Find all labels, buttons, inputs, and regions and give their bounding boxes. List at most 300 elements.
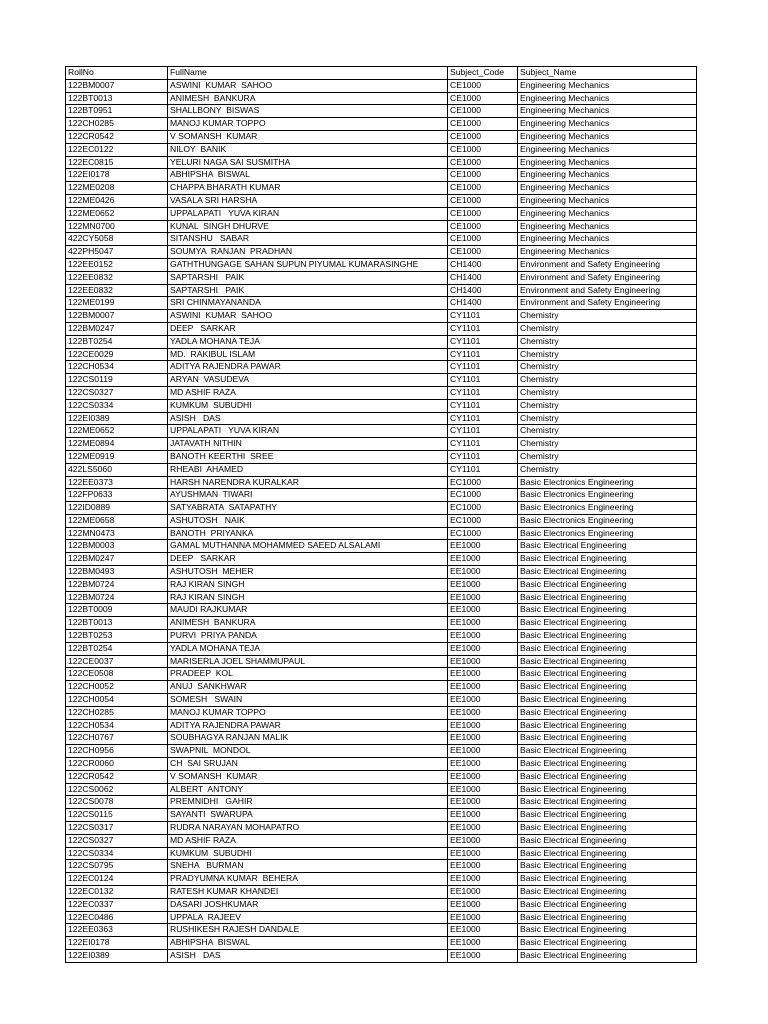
- cell-rollno: 122BT0254: [66, 642, 168, 655]
- cell-fullname: SOUMYA RANJAN PRADHAN: [168, 246, 448, 259]
- cell-subject-name: Basic Electronics Engineering: [518, 527, 697, 540]
- table-row: [66, 937, 697, 950]
- cell-fullname: DEEP SARKAR: [168, 553, 448, 566]
- table-row: [66, 322, 697, 335]
- cell-fullname: MANOJ KUMAR TOPPO: [168, 706, 448, 719]
- cell-rollno: 122EI0389: [66, 949, 168, 962]
- table-row: [66, 374, 697, 387]
- cell-subject-name: Engineering Mechanics: [518, 92, 697, 105]
- cell-subject-name: Basic Electrical Engineering: [518, 949, 697, 962]
- table-row: [66, 566, 697, 579]
- cell-subject-name: Chemistry: [518, 335, 697, 348]
- cell-rollno: 122EI0389: [66, 412, 168, 425]
- cell-subject-name: Basic Electrical Engineering: [518, 553, 697, 566]
- cell-subject-code: EE1000: [448, 578, 518, 591]
- table-row: [66, 834, 697, 847]
- cell-subject-name: Basic Electrical Engineering: [518, 630, 697, 643]
- cell-rollno: 122EE0363: [66, 924, 168, 937]
- cell-fullname: ASWINI KUMAR SAHOO: [168, 310, 448, 323]
- cell-rollno: 122CS0078: [66, 796, 168, 809]
- cell-fullname: MANOJ KUMAR TOPPO: [168, 118, 448, 131]
- cell-fullname: GATHTHUNGAGE SAHAN SUPUN PIYUMAL KUMARASINGHE: [168, 258, 448, 271]
- cell-subject-code: EC1000: [448, 489, 518, 502]
- cell-subject-code: CY1101: [448, 310, 518, 323]
- cell-subject-code: EC1000: [448, 502, 518, 515]
- cell-subject-name: Basic Electrical Engineering: [518, 758, 697, 771]
- cell-fullname: ADITYA RAJENDRA PAWAR: [168, 361, 448, 374]
- cell-fullname: BANOTH KEERTHI SREE: [168, 450, 448, 463]
- cell-rollno: 122BM0247: [66, 553, 168, 566]
- table-row: [66, 361, 697, 374]
- registration-table: [65, 66, 697, 963]
- cell-rollno: 122CS0334: [66, 399, 168, 412]
- table-row: [66, 463, 697, 476]
- cell-rollno: 122MN0700: [66, 220, 168, 233]
- cell-fullname: SITANSHU SABAR: [168, 233, 448, 246]
- cell-rollno: 122BT0253: [66, 630, 168, 643]
- cell-subject-code: EE1000: [448, 617, 518, 630]
- cell-fullname: PRADEEP KOL: [168, 668, 448, 681]
- cell-subject-code: CE1000: [448, 92, 518, 105]
- table-row: [66, 719, 697, 732]
- cell-subject-code: CE1000: [448, 246, 518, 259]
- cell-fullname: RATESH KUMAR KHANDEI: [168, 886, 448, 899]
- cell-rollno: 122MN0473: [66, 527, 168, 540]
- cell-fullname: AYUSHMAN TIWARI: [168, 489, 448, 502]
- cell-subject-code: EE1000: [448, 732, 518, 745]
- cell-fullname: SNEHA BURMAN: [168, 860, 448, 873]
- cell-fullname: ASISH DAS: [168, 949, 448, 962]
- cell-subject-code: CH1400: [448, 258, 518, 271]
- cell-rollno: 122BM0003: [66, 540, 168, 553]
- cell-subject-code: EE1000: [448, 745, 518, 758]
- cell-fullname: RHEABI AHAMED: [168, 463, 448, 476]
- cell-subject-code: CE1000: [448, 194, 518, 207]
- cell-subject-name: Basic Electrical Engineering: [518, 578, 697, 591]
- cell-fullname: ABHIPSHA BISWAL: [168, 937, 448, 950]
- cell-rollno: 122BM0007: [66, 310, 168, 323]
- cell-subject-code: EE1000: [448, 694, 518, 707]
- cell-subject-code: CE1000: [448, 169, 518, 182]
- cell-subject-name: Basic Electronics Engineering: [518, 514, 697, 527]
- table-row: [66, 271, 697, 284]
- cell-subject-name: Chemistry: [518, 450, 697, 463]
- cell-rollno: 122CH0285: [66, 706, 168, 719]
- cell-fullname: ASWINI KUMAR SAHOO: [168, 79, 448, 92]
- table-row: [66, 143, 697, 156]
- cell-rollno: 122BT0013: [66, 92, 168, 105]
- cell-subject-code: CE1000: [448, 207, 518, 220]
- cell-subject-name: Basic Electrical Engineering: [518, 886, 697, 899]
- cell-rollno: 122CE0037: [66, 655, 168, 668]
- cell-fullname: RAJ KIRAN SINGH: [168, 591, 448, 604]
- cell-subject-name: Basic Electrical Engineering: [518, 873, 697, 886]
- cell-rollno: 122EI0178: [66, 169, 168, 182]
- cell-rollno: 122EE0373: [66, 476, 168, 489]
- cell-fullname: MD ASHIF RAZA: [168, 386, 448, 399]
- cell-subject-code: EE1000: [448, 566, 518, 579]
- cell-fullname: RUDRA NARAYAN MOHAPATRO: [168, 822, 448, 835]
- cell-rollno: 122CE0029: [66, 348, 168, 361]
- table-row: [66, 207, 697, 220]
- cell-rollno: 122EE0832: [66, 271, 168, 284]
- cell-rollno: 122CS0317: [66, 822, 168, 835]
- cell-rollno: 122EC0132: [66, 886, 168, 899]
- cell-rollno: 122CH0767: [66, 732, 168, 745]
- cell-subject-name: Environment and Safety Engineering: [518, 271, 697, 284]
- table-row: [66, 694, 697, 707]
- cell-subject-name: Basic Electrical Engineering: [518, 822, 697, 835]
- table-row: [66, 514, 697, 527]
- table-row: [66, 809, 697, 822]
- cell-subject-name: Basic Electrical Engineering: [518, 655, 697, 668]
- cell-fullname: CHAPPA BHARATH KUMAR: [168, 182, 448, 195]
- cell-subject-code: EE1000: [448, 860, 518, 873]
- cell-subject-code: EE1000: [448, 604, 518, 617]
- cell-subject-name: Chemistry: [518, 399, 697, 412]
- registration-table-sheet: [65, 66, 696, 963]
- cell-subject-code: EE1000: [448, 758, 518, 771]
- header-subject-name: Subject_Name: [518, 67, 697, 80]
- table-row: [66, 591, 697, 604]
- cell-subject-name: Basic Electrical Engineering: [518, 642, 697, 655]
- cell-subject-name: Basic Electrical Engineering: [518, 898, 697, 911]
- cell-subject-code: EE1000: [448, 911, 518, 924]
- table-row: [66, 194, 697, 207]
- table-row: [66, 796, 697, 809]
- cell-subject-name: Basic Electronics Engineering: [518, 476, 697, 489]
- cell-subject-code: EE1000: [448, 809, 518, 822]
- table-row: [66, 489, 697, 502]
- cell-fullname: JATAVATH NITHIN: [168, 438, 448, 451]
- cell-subject-code: CY1101: [448, 438, 518, 451]
- cell-rollno: 122BM0007: [66, 79, 168, 92]
- cell-subject-name: Chemistry: [518, 386, 697, 399]
- cell-subject-name: Basic Electronics Engineering: [518, 502, 697, 515]
- cell-subject-code: EE1000: [448, 719, 518, 732]
- cell-fullname: ASHUTOSH NAIK: [168, 514, 448, 527]
- cell-subject-code: CY1101: [448, 335, 518, 348]
- cell-fullname: MARISERLA JOEL SHAMMUPAUL: [168, 655, 448, 668]
- cell-fullname: CH SAI SRUJAN: [168, 758, 448, 771]
- cell-fullname: NILOY BANIK: [168, 143, 448, 156]
- cell-rollno: 122ME0199: [66, 297, 168, 310]
- table-row: [66, 438, 697, 451]
- cell-subject-name: Basic Electrical Engineering: [518, 694, 697, 707]
- cell-rollno: 122EC0486: [66, 911, 168, 924]
- cell-subject-code: CE1000: [448, 156, 518, 169]
- cell-fullname: UPPALA RAJEEV: [168, 911, 448, 924]
- cell-rollno: 422CY5058: [66, 233, 168, 246]
- cell-rollno: 122BM0724: [66, 591, 168, 604]
- cell-fullname: UPPALAPATI YUVA KIRAN: [168, 207, 448, 220]
- table-row: [66, 783, 697, 796]
- table-row: [66, 898, 697, 911]
- table-row: [66, 246, 697, 259]
- cell-rollno: 122EC0337: [66, 898, 168, 911]
- cell-subject-name: Basic Electrical Engineering: [518, 834, 697, 847]
- cell-subject-name: Basic Electrical Engineering: [518, 668, 697, 681]
- cell-subject-name: Basic Electrical Engineering: [518, 770, 697, 783]
- cell-fullname: ALBERT ANTONY: [168, 783, 448, 796]
- cell-rollno: 122ME0652: [66, 207, 168, 220]
- table-row: [66, 642, 697, 655]
- cell-subject-name: Basic Electrical Engineering: [518, 937, 697, 950]
- cell-subject-code: EE1000: [448, 655, 518, 668]
- cell-fullname: ASHUTOSH MEHER: [168, 566, 448, 579]
- cell-rollno: 122ME0426: [66, 194, 168, 207]
- cell-subject-name: Environment and Safety Engineering: [518, 297, 697, 310]
- cell-rollno: 122CS0115: [66, 809, 168, 822]
- cell-subject-code: CE1000: [448, 130, 518, 143]
- table-row: [66, 310, 697, 323]
- cell-rollno: 122CH0534: [66, 361, 168, 374]
- cell-fullname: MD. RAKIBUL ISLAM: [168, 348, 448, 361]
- cell-rollno: 122BT0951: [66, 105, 168, 118]
- cell-fullname: SATYABRATA SATAPATHY: [168, 502, 448, 515]
- table-row: [66, 732, 697, 745]
- cell-rollno: 122CS0795: [66, 860, 168, 873]
- cell-fullname: KUMKUM SUBUDHI: [168, 847, 448, 860]
- cell-subject-name: Environment and Safety Engineering: [518, 284, 697, 297]
- cell-subject-name: Basic Electrical Engineering: [518, 911, 697, 924]
- cell-fullname: MD ASHIF RAZA: [168, 834, 448, 847]
- table-row: [66, 527, 697, 540]
- cell-subject-name: Basic Electrical Engineering: [518, 732, 697, 745]
- cell-fullname: BANOTH PRIYANKA: [168, 527, 448, 540]
- cell-fullname: ANIMESH BANKURA: [168, 92, 448, 105]
- cell-rollno: 122EE0152: [66, 258, 168, 271]
- cell-rollno: 122EC0122: [66, 143, 168, 156]
- cell-subject-name: Chemistry: [518, 463, 697, 476]
- cell-subject-name: Chemistry: [518, 322, 697, 335]
- table-row: [66, 924, 697, 937]
- table-row: [66, 668, 697, 681]
- table-row: [66, 822, 697, 835]
- cell-subject-name: Engineering Mechanics: [518, 194, 697, 207]
- cell-subject-name: Engineering Mechanics: [518, 246, 697, 259]
- header-rollno: RollNo: [66, 67, 168, 80]
- cell-rollno: 122BT0013: [66, 617, 168, 630]
- table-row: [66, 258, 697, 271]
- cell-fullname: SHALLBONY BISWAS: [168, 105, 448, 118]
- cell-rollno: 122EE0832: [66, 284, 168, 297]
- table-row: [66, 92, 697, 105]
- cell-subject-code: CY1101: [448, 386, 518, 399]
- cell-subject-name: Chemistry: [518, 412, 697, 425]
- table-row: [66, 847, 697, 860]
- cell-rollno: 122ME0894: [66, 438, 168, 451]
- cell-subject-name: Engineering Mechanics: [518, 169, 697, 182]
- cell-subject-name: Basic Electrical Engineering: [518, 860, 697, 873]
- cell-rollno: 122CH0052: [66, 681, 168, 694]
- cell-fullname: ANUJ SANKHWAR: [168, 681, 448, 694]
- cell-subject-code: EE1000: [448, 796, 518, 809]
- header-subject-code: Subject_Code: [448, 67, 518, 80]
- cell-rollno: 122CE0508: [66, 668, 168, 681]
- cell-rollno: 122EC0815: [66, 156, 168, 169]
- cell-fullname: YELURI NAGA SAI SUSMITHA: [168, 156, 448, 169]
- cell-rollno: 122CR0542: [66, 130, 168, 143]
- cell-subject-name: Basic Electrical Engineering: [518, 566, 697, 579]
- cell-rollno: 122CH0285: [66, 118, 168, 131]
- cell-fullname: SAPTARSHI PAIK: [168, 271, 448, 284]
- cell-subject-name: Basic Electronics Engineering: [518, 489, 697, 502]
- cell-rollno: 122CH0054: [66, 694, 168, 707]
- cell-subject-name: Chemistry: [518, 425, 697, 438]
- cell-subject-code: EE1000: [448, 668, 518, 681]
- cell-subject-code: CE1000: [448, 143, 518, 156]
- table-row: [66, 156, 697, 169]
- cell-rollno: 122BT0009: [66, 604, 168, 617]
- header-fullname: FullName: [168, 67, 448, 80]
- table-row: [66, 412, 697, 425]
- cell-subject-code: EC1000: [448, 476, 518, 489]
- cell-rollno: 122EC0124: [66, 873, 168, 886]
- table-row: [66, 220, 697, 233]
- cell-fullname: SRI CHINMAYANANDA: [168, 297, 448, 310]
- cell-subject-code: EE1000: [448, 540, 518, 553]
- cell-subject-name: Engineering Mechanics: [518, 207, 697, 220]
- table-row: [66, 79, 697, 92]
- cell-subject-code: EE1000: [448, 822, 518, 835]
- cell-rollno: 122EI0178: [66, 937, 168, 950]
- cell-subject-name: Basic Electrical Engineering: [518, 924, 697, 937]
- cell-subject-code: EE1000: [448, 834, 518, 847]
- table-row: [66, 873, 697, 886]
- table-row: [66, 182, 697, 195]
- cell-rollno: 122CR0060: [66, 758, 168, 771]
- table-row: [66, 681, 697, 694]
- cell-subject-name: Basic Electrical Engineering: [518, 617, 697, 630]
- cell-subject-name: Basic Electrical Engineering: [518, 809, 697, 822]
- cell-fullname: UPPALAPATI YUVA KIRAN: [168, 425, 448, 438]
- cell-rollno: 122BM0724: [66, 578, 168, 591]
- cell-fullname: GAMAL MUTHANNA MOHAMMED SAEED ALSALAMI: [168, 540, 448, 553]
- table-row: [66, 630, 697, 643]
- table-row: [66, 284, 697, 297]
- table-row: [66, 706, 697, 719]
- cell-rollno: 122CS0119: [66, 374, 168, 387]
- cell-subject-name: Chemistry: [518, 361, 697, 374]
- cell-rollno: 122ME0208: [66, 182, 168, 195]
- cell-rollno: 122BM0493: [66, 566, 168, 579]
- table-row: [66, 655, 697, 668]
- cell-fullname: SOMESH SWAIN: [168, 694, 448, 707]
- cell-fullname: RAJ KIRAN SINGH: [168, 578, 448, 591]
- cell-subject-code: EE1000: [448, 847, 518, 860]
- cell-fullname: VASALA SRI HARSHA: [168, 194, 448, 207]
- table-row: [66, 502, 697, 515]
- cell-fullname: PURVI PRIYA PANDA: [168, 630, 448, 643]
- cell-subject-code: CY1101: [448, 374, 518, 387]
- cell-subject-name: Engineering Mechanics: [518, 118, 697, 131]
- cell-rollno: 122CH0534: [66, 719, 168, 732]
- cell-rollno: 122CS0334: [66, 847, 168, 860]
- table-row: [66, 911, 697, 924]
- table-row: [66, 617, 697, 630]
- table-row: [66, 425, 697, 438]
- cell-subject-code: EE1000: [448, 898, 518, 911]
- table-row: [66, 335, 697, 348]
- table-row: [66, 745, 697, 758]
- cell-fullname: RUSHIKESH RAJESH DANDALE: [168, 924, 448, 937]
- cell-subject-code: CY1101: [448, 322, 518, 335]
- cell-subject-name: Engineering Mechanics: [518, 156, 697, 169]
- cell-fullname: DEEP SARKAR: [168, 322, 448, 335]
- table-row: [66, 949, 697, 962]
- cell-fullname: ARYAN VASUDEVA: [168, 374, 448, 387]
- cell-subject-name: Basic Electrical Engineering: [518, 681, 697, 694]
- cell-fullname: DASARI JOSHKUMAR: [168, 898, 448, 911]
- cell-subject-name: Chemistry: [518, 438, 697, 451]
- cell-rollno: 122CS0327: [66, 386, 168, 399]
- cell-subject-code: CH1400: [448, 284, 518, 297]
- cell-rollno: 122ME0658: [66, 514, 168, 527]
- cell-fullname: YADLA MOHANA TEJA: [168, 642, 448, 655]
- cell-rollno: 122BM0247: [66, 322, 168, 335]
- cell-rollno: 122FP0633: [66, 489, 168, 502]
- cell-subject-code: EE1000: [448, 873, 518, 886]
- table-row: [66, 118, 697, 131]
- table-row: [66, 297, 697, 310]
- cell-subject-code: CE1000: [448, 233, 518, 246]
- cell-subject-code: CE1000: [448, 105, 518, 118]
- cell-fullname: SAPTARSHI PAIK: [168, 284, 448, 297]
- cell-subject-code: EE1000: [448, 591, 518, 604]
- cell-subject-code: CY1101: [448, 450, 518, 463]
- cell-fullname: V SOMANSH KUMAR: [168, 130, 448, 143]
- cell-subject-code: EE1000: [448, 553, 518, 566]
- cell-rollno: 122BT0254: [66, 335, 168, 348]
- cell-subject-code: EE1000: [448, 886, 518, 899]
- cell-rollno: 122CH0956: [66, 745, 168, 758]
- cell-rollno: 422LS5060: [66, 463, 168, 476]
- cell-subject-code: CE1000: [448, 182, 518, 195]
- cell-subject-name: Engineering Mechanics: [518, 182, 697, 195]
- cell-fullname: V SOMANSH KUMAR: [168, 770, 448, 783]
- cell-fullname: MAUDI RAJKUMAR: [168, 604, 448, 617]
- cell-subject-code: EE1000: [448, 630, 518, 643]
- cell-fullname: SAYANTI SWARUPA: [168, 809, 448, 822]
- cell-subject-code: CY1101: [448, 361, 518, 374]
- table-row: [66, 399, 697, 412]
- cell-subject-code: EE1000: [448, 706, 518, 719]
- cell-subject-name: Engineering Mechanics: [518, 79, 697, 92]
- table-row: [66, 860, 697, 873]
- cell-subject-name: Engineering Mechanics: [518, 233, 697, 246]
- table-row: [66, 348, 697, 361]
- cell-subject-name: Basic Electrical Engineering: [518, 604, 697, 617]
- cell-fullname: ADITYA RAJENDRA PAWAR: [168, 719, 448, 732]
- cell-subject-name: Chemistry: [518, 374, 697, 387]
- cell-subject-name: Basic Electrical Engineering: [518, 706, 697, 719]
- cell-subject-code: CY1101: [448, 348, 518, 361]
- cell-subject-code: CY1101: [448, 463, 518, 476]
- table-row: [66, 476, 697, 489]
- cell-subject-code: EE1000: [448, 681, 518, 694]
- table-row: [66, 233, 697, 246]
- cell-fullname: PREMNIDHI GAHIR: [168, 796, 448, 809]
- cell-fullname: PRADYUMNA KUMAR BEHERA: [168, 873, 448, 886]
- cell-subject-name: Basic Electrical Engineering: [518, 783, 697, 796]
- table-row: [66, 758, 697, 771]
- cell-subject-name: Basic Electrical Engineering: [518, 847, 697, 860]
- cell-fullname: SOUBHAGYA RANJAN MALIK: [168, 732, 448, 745]
- cell-subject-name: Engineering Mechanics: [518, 105, 697, 118]
- cell-subject-name: Engineering Mechanics: [518, 143, 697, 156]
- cell-subject-name: Engineering Mechanics: [518, 220, 697, 233]
